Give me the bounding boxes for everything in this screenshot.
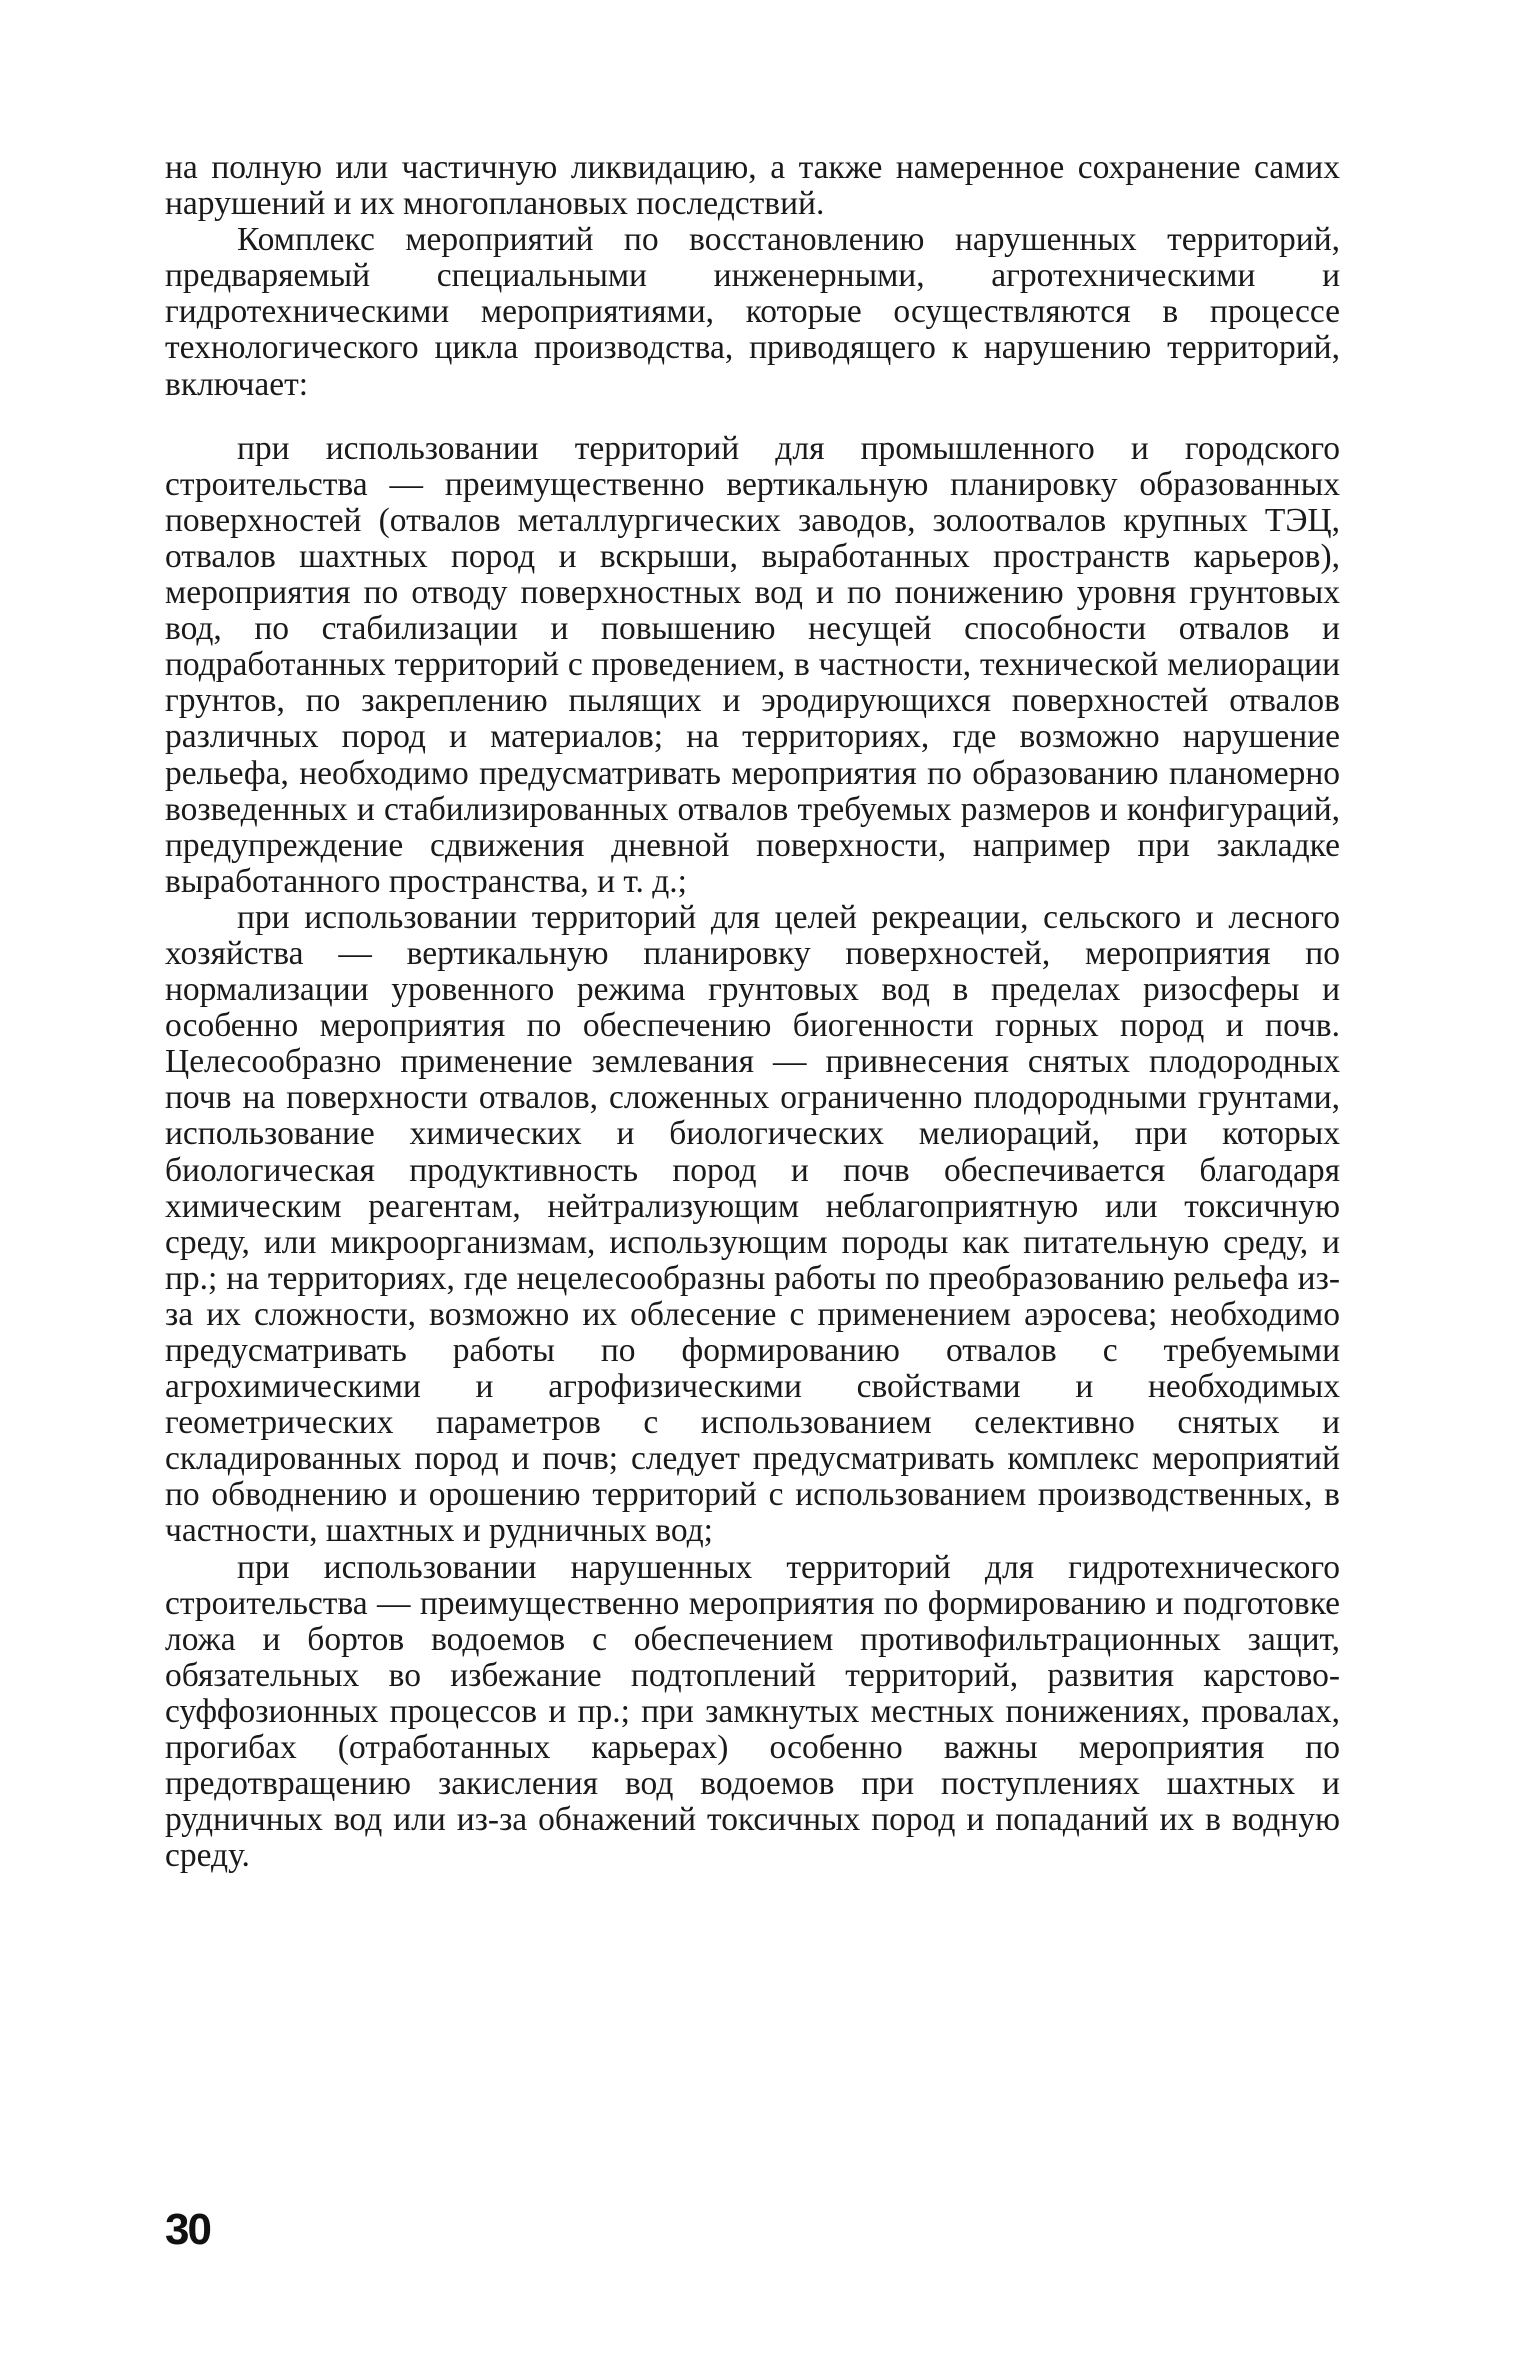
paragraph-recreation-use: при использовании территорий для целей рекреации, сельского и лесного хозяйства — вертикальную планировку поверхностей, мероприятия по нормализации уровенного режима грунтовых вод в пределах ризосферы и особенно мероприятия по обеспечению биогенности горных пород и почв. Целесообразно применение землевания — привнесения снятых плодородных почв на поверхности отвалов, сложенных ограниченно плодородными грунтами, использование химических и биологических мелиораций, при которых биологическая продуктивность пород и почв обеспечивается благодаря химическим реагентам, нейтрализующим неблагоприятную или токсичную среду, или микроорганизмам, использующим породы как питательную среду, и пр.; на территориях, где нецелесообразны работы по преобразованию рельефа из-за их сложности, возможно их облесение с применением аэросева; необходимо предусматривать работы по формированию отвалов с требуемыми агрохимическими и агрофизическими свойствами и необходимых геометрических параметров с использованием селективно снятых и складированных пород и почв; следует предусматривать комплекс мероприятий по обводнению и орошению территорий с использованием производственных, в частности, шахтных и рудничных вод; — [165, 898, 1340, 1550]
paragraph-continuation: на полную или частичную ликвидацию, а также намеренное сохранение самих нарушений и их многоплановых последствий. — [165, 149, 1340, 223]
paragraph-industrial-use: при использовании территорий для промышленного и городского строительства — преимущественно вертикальную планировку образованных поверхностей (отвалов металлургических заводов, золоотвалов крупных ТЭЦ, отвалов шахтных пород и вскрыши, выработанных пространств карьеров), мероприятия по отводу поверхностных вод и по понижению уровня грунтовых вод, по стабилизации и повышению несущей способности отвалов и подработанных территорий с проведением, в частности, технической мелиорации грунтов, по закреплению пылящих и эродирующихся поверхностей отвалов различных пород и материалов; на территориях, где возможно нарушение рельефа, необходимо предусматривать мероприятия по образованию планомерно возведенных и стабилизированных отвалов требуемых размеров и конфигураций, предупреждение сдвижения дневной поверхности, например при закладке выработанного пространства, и т. д.; — [165, 429, 1340, 900]
page-body — [165, 150, 1340, 1874]
paragraph-hydrotechnical-use: при использовании нарушенных территорий для гидротехнического строительства — преимущественно мероприятия по формированию и подготовке ложа и бортов водоемов с обеспечением противофильтрационных защит, обязательных во избежание подтоплений территорий, развития карстово-суффозионных процессов и пр.; при замкнутых местных понижениях, провалах, прогибах (отработанных карьерах) особенно важны мероприятия по предотвращению закисления вод водоемов при поступлениях шахтных и рудничных вод или из-за обнажений токсичных пород и попаданий их в водную среду. — [165, 1548, 1340, 1875]
paragraph-complex-measures: Комплекс мероприятий по восстановлению нарушенных территорий, предваряемый специальными инженерными, агротехническими и гидротехническими мероприятиями, которые осуществляются в процессе технологического цикла производства, приводящего к нарушению территорий, включает: — [165, 221, 1340, 403]
page-number: 30 — [165, 2205, 210, 2254]
